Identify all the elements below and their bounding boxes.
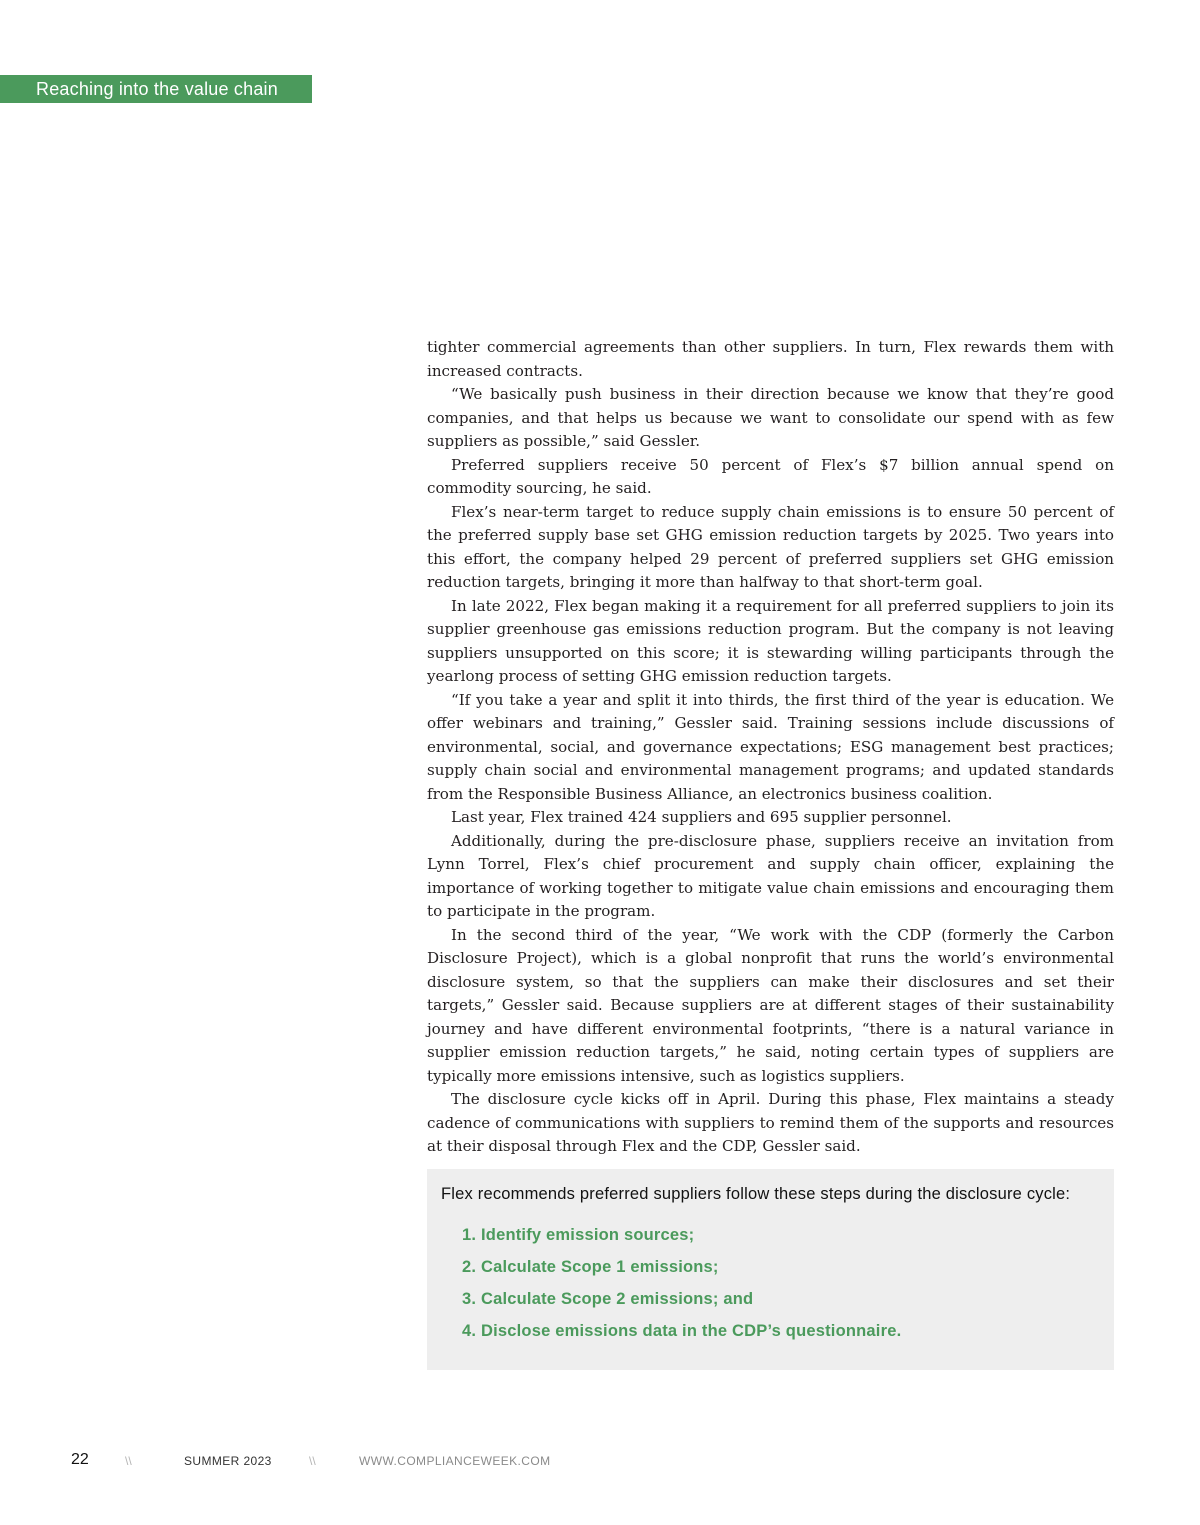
step-number: 4. (462, 1322, 477, 1340)
step-text: Calculate Scope 1 emissions; (481, 1258, 719, 1276)
step-number: 1. (462, 1226, 477, 1244)
article-paragraph: Preferred suppliers receive 50 percent of Flex’s $7 billion annual spend on commodity sourcing, he said. (427, 455, 1114, 497)
article-paragraph: Flex’s near-term target to reduce supply chain emissions is to ensure 50 percent of the preferred supply base set GHG emission reduction targets by 2025. Two years into this effort, the company helped 29 percent of preferred suppliers set GHG emission reduction targets, bringing it more than halfway to that short-term goal. (427, 502, 1114, 591)
issue-label: SUMMER 2023 (184, 1454, 272, 1468)
step-text: Disclose emissions data in the CDP’s questionnaire. (481, 1322, 902, 1340)
steps-sidebar (427, 1169, 1114, 1370)
step-item (462, 1219, 1100, 1251)
step-text: Calculate Scope 2 emissions; and (481, 1290, 754, 1308)
step-number: 2. (462, 1258, 477, 1276)
article-paragraph: In the second third of the year, “We work with the CDP (formerly the Carbon Disclosure Project), which is a global nonprofit that runs the world’s environmental disclosure system, so that the suppliers can make their disclosures and set their targets,” Gessler said. Because suppliers are at different stages of their sustainability journey and have different environmental footprints, “there is a natural variance in supplier emission reduction targets,” he said, noting certain types of suppliers are typically more emissions intensive, such as logistics suppliers. (427, 925, 1114, 1085)
step-number: 3. (462, 1290, 477, 1308)
footer-separator: \\ (125, 1454, 132, 1468)
step-item (462, 1283, 1100, 1315)
sidebar-heading: Flex recommends preferred suppliers follow these steps during the disclosure cycle: (441, 1185, 1071, 1203)
step-text: Identify emission sources; (481, 1226, 695, 1244)
section-tag: Reaching into the value chain (0, 75, 312, 103)
page-number: 22 (71, 1451, 89, 1468)
step-item (462, 1315, 1100, 1347)
website-link[interactable]: WWW.COMPLIANCEWEEK.COM (359, 1454, 551, 1468)
article-paragraph: tighter commercial agreements than other suppliers. In turn, Flex rewards them with increased contracts. (427, 338, 1114, 380)
page-footer (0, 1451, 1200, 1471)
article-paragraph: “We basically push business in their direction because we know that they’re good companies, and that helps us because we want to consolidate our spend with as few suppliers as possible,” said Gessler. (427, 385, 1114, 450)
article-paragraph: Additionally, during the pre-disclosure phase, suppliers receive an invitation from Lynn Torrel, Flex’s chief procurement and supply chain officer, explaining the importance of working together to mitigate value chain emissions and encouraging them to participate in the program. (427, 831, 1114, 920)
article-paragraph: The disclosure cycle kicks off in April. During this phase, Flex maintains a steady cadence of communications with suppliers to remind them of the supports and resources at their disposal through Flex and the CDP, Gessler said. (427, 1090, 1114, 1155)
step-item (462, 1251, 1100, 1283)
article-body (427, 336, 1114, 1159)
article-paragraph: “If you take a year and split it into thirds, the first third of the year is education. We offer webinars and training,” Gessler said. Training sessions include discussions of environmental, social, and governance expectations; ESG management best practices; supply chain social and environmental management programs; and updated standards from the Responsible Business Alliance, an electronics business coalition. (427, 690, 1114, 803)
article-paragraph: Last year, Flex trained 424 suppliers and 695 supplier personnel. (451, 808, 952, 826)
steps-list (441, 1219, 1100, 1347)
article-paragraph: In late 2022, Flex began making it a requirement for all preferred suppliers to join its supplier greenhouse gas emissions reduction program. But the company is not leaving suppliers unsupported on this score; it is stewarding willing participants through the yearlong process of setting GHG emission reduction targets. (427, 596, 1114, 685)
footer-separator: \\ (309, 1454, 316, 1468)
